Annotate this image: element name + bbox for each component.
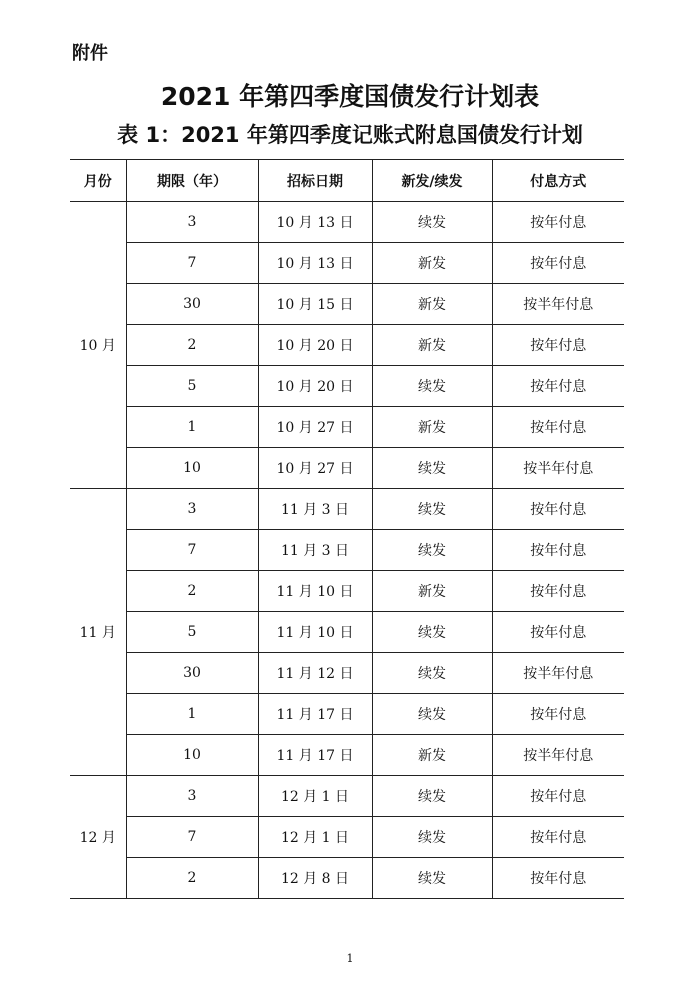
interest-method-cell: 按年付息 <box>492 202 624 243</box>
term-cell: 3 <box>126 776 258 817</box>
bid-date-cell: 10 月 20 日 <box>258 366 372 407</box>
table-body <box>70 202 624 899</box>
table-row <box>70 776 624 817</box>
term-cell: 7 <box>126 817 258 858</box>
issue-type-cell: 新发 <box>372 243 492 284</box>
attachment-label: 附件 <box>72 43 108 64</box>
issue-type-cell: 续发 <box>372 694 492 735</box>
term-cell: 1 <box>126 694 258 735</box>
page-title: 2021 年第四季度国债发行计划表 <box>160 82 540 111</box>
interest-method-cell: 按半年付息 <box>492 735 624 776</box>
term-cell: 30 <box>126 284 258 325</box>
issue-type-cell: 续发 <box>372 489 492 530</box>
bid-date-cell: 11 月 12 日 <box>258 653 372 694</box>
issue-type-cell: 续发 <box>372 448 492 489</box>
table-row <box>70 817 624 858</box>
table-row <box>70 612 624 653</box>
table-row <box>70 653 624 694</box>
month-cell: 10 月 <box>70 202 126 489</box>
table-row <box>70 284 624 325</box>
bid-date-cell: 10 月 13 日 <box>258 243 372 284</box>
issue-type-cell: 新发 <box>372 735 492 776</box>
table-row <box>70 489 624 530</box>
bid-date-cell: 11 月 17 日 <box>258 735 372 776</box>
column-header: 月份 <box>70 160 126 202</box>
interest-method-cell: 按年付息 <box>492 776 624 817</box>
issue-type-cell: 新发 <box>372 325 492 366</box>
table-row <box>70 858 624 899</box>
interest-method-cell: 按年付息 <box>492 530 624 571</box>
issue-type-cell: 续发 <box>372 530 492 571</box>
table-row <box>70 448 624 489</box>
issue-type-cell: 续发 <box>372 366 492 407</box>
term-cell: 3 <box>126 489 258 530</box>
interest-method-cell: 按年付息 <box>492 612 624 653</box>
interest-method-cell: 按半年付息 <box>492 448 624 489</box>
issue-type-cell: 新发 <box>372 284 492 325</box>
column-header: 新发/续发 <box>372 160 492 202</box>
column-header: 付息方式 <box>492 160 624 202</box>
month-cell: 12 月 <box>70 776 126 899</box>
term-cell: 3 <box>126 202 258 243</box>
month-cell: 11 月 <box>70 489 126 776</box>
interest-method-cell: 按年付息 <box>492 366 624 407</box>
table-row <box>70 530 624 571</box>
interest-method-cell: 按年付息 <box>492 571 624 612</box>
bid-date-cell: 10 月 20 日 <box>258 325 372 366</box>
interest-method-cell: 按年付息 <box>492 858 624 899</box>
table-title: 表 1：2021 年第四季度记账式附息国债发行计划 <box>117 123 583 147</box>
interest-method-cell: 按年付息 <box>492 489 624 530</box>
bid-date-cell: 10 月 13 日 <box>258 202 372 243</box>
term-cell: 30 <box>126 653 258 694</box>
table-row <box>70 366 624 407</box>
bid-date-cell: 10 月 15 日 <box>258 284 372 325</box>
term-cell: 5 <box>126 366 258 407</box>
term-cell: 7 <box>126 243 258 284</box>
term-cell: 10 <box>126 735 258 776</box>
table-row <box>70 571 624 612</box>
bid-date-cell: 11 月 17 日 <box>258 694 372 735</box>
column-header: 期限（年） <box>126 160 258 202</box>
issue-type-cell: 续发 <box>372 612 492 653</box>
term-cell: 2 <box>126 571 258 612</box>
table-row <box>70 407 624 448</box>
interest-method-cell: 按年付息 <box>492 694 624 735</box>
term-cell: 2 <box>126 325 258 366</box>
term-cell: 5 <box>126 612 258 653</box>
term-cell: 2 <box>126 858 258 899</box>
table-row <box>70 243 624 284</box>
issue-type-cell: 续发 <box>372 202 492 243</box>
bid-date-cell: 12 月 1 日 <box>258 776 372 817</box>
term-cell: 7 <box>126 530 258 571</box>
interest-method-cell: 按年付息 <box>492 817 624 858</box>
issuance-schedule-table-container <box>70 159 624 899</box>
issue-type-cell: 新发 <box>372 571 492 612</box>
table-row <box>70 202 624 243</box>
interest-method-cell: 按年付息 <box>492 407 624 448</box>
bid-date-cell: 10 月 27 日 <box>258 448 372 489</box>
term-cell: 1 <box>126 407 258 448</box>
issuance-schedule-table <box>70 159 624 899</box>
issue-type-cell: 续发 <box>372 653 492 694</box>
page-number: 1 <box>346 952 354 965</box>
bid-date-cell: 11 月 10 日 <box>258 612 372 653</box>
table-row <box>70 735 624 776</box>
bid-date-cell: 11 月 10 日 <box>258 571 372 612</box>
interest-method-cell: 按半年付息 <box>492 653 624 694</box>
bid-date-cell: 11 月 3 日 <box>258 489 372 530</box>
table-row <box>70 694 624 735</box>
interest-method-cell: 按半年付息 <box>492 284 624 325</box>
bid-date-cell: 10 月 27 日 <box>258 407 372 448</box>
bid-date-cell: 11 月 3 日 <box>258 530 372 571</box>
issue-type-cell: 续发 <box>372 817 492 858</box>
issue-type-cell: 续发 <box>372 858 492 899</box>
column-header: 招标日期 <box>258 160 372 202</box>
interest-method-cell: 按年付息 <box>492 325 624 366</box>
bid-date-cell: 12 月 8 日 <box>258 858 372 899</box>
table-row <box>70 325 624 366</box>
issue-type-cell: 续发 <box>372 776 492 817</box>
bid-date-cell: 12 月 1 日 <box>258 817 372 858</box>
interest-method-cell: 按年付息 <box>492 243 624 284</box>
term-cell: 10 <box>126 448 258 489</box>
issue-type-cell: 新发 <box>372 407 492 448</box>
table-header-row <box>70 160 624 202</box>
